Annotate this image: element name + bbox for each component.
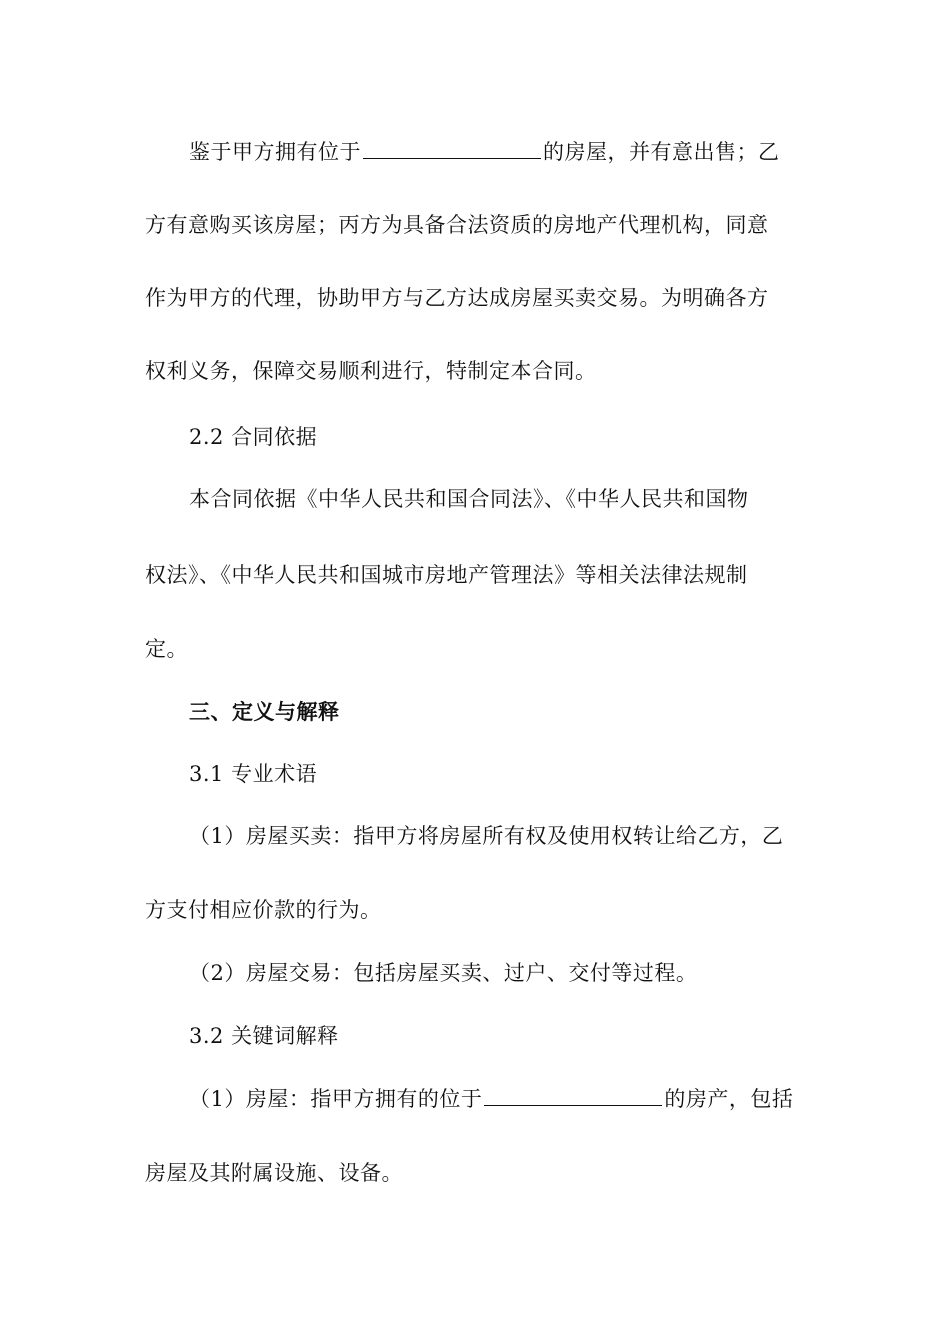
basis-line-1: 本合同依据《中华人民共和国合同法》、《中华人民共和国物	[189, 487, 749, 511]
section-2-2-heading: 2.2 合同依据	[189, 425, 318, 449]
section-3-heading: 三、定义与解释	[189, 699, 340, 724]
keyword-text-after-blank: 的房产，包括	[664, 1087, 794, 1111]
keyword-text-before-blank: （1）房屋：指甲方拥有的位于	[189, 1087, 483, 1111]
basis-line-3: 定。	[145, 637, 188, 661]
term-1-line-1: （1）房屋买卖：指甲方将房屋所有权及使用权转让给乙方，乙	[189, 824, 784, 848]
keyword-1-line-2: 房屋及其附属设施、设备。	[145, 1161, 403, 1185]
term-2-line: （2）房屋交易：包括房屋买卖、过户、交付等过程。	[189, 961, 698, 985]
section-3-1-heading: 3.1 专业术语	[189, 762, 318, 786]
intro-line-4: 权利义务，保障交易顺利进行，特制定本合同。	[145, 359, 597, 383]
property-location-blank	[363, 138, 541, 159]
basis-line-2: 权法》、《中华人民共和国城市房地产管理法》等相关法律法规制	[145, 563, 748, 587]
keyword-1-line-1	[189, 1084, 829, 1114]
intro-line-3: 作为甲方的代理，协助甲方与乙方达成房屋买卖交易。为明确各方	[145, 286, 769, 310]
intro-text-after-blank: 的房屋，并有意出售；乙	[543, 140, 780, 164]
intro-line-1	[189, 137, 829, 167]
intro-text-before-blank: 鉴于甲方拥有位于	[189, 140, 361, 164]
section-3-2-heading: 3.2 关键词解释	[189, 1024, 339, 1048]
property-address-blank	[484, 1085, 662, 1106]
intro-line-2: 方有意购买该房屋；丙方为具备合法资质的房地产代理机构，同意	[145, 213, 769, 237]
term-1-line-2: 方支付相应价款的行为。	[145, 898, 382, 922]
